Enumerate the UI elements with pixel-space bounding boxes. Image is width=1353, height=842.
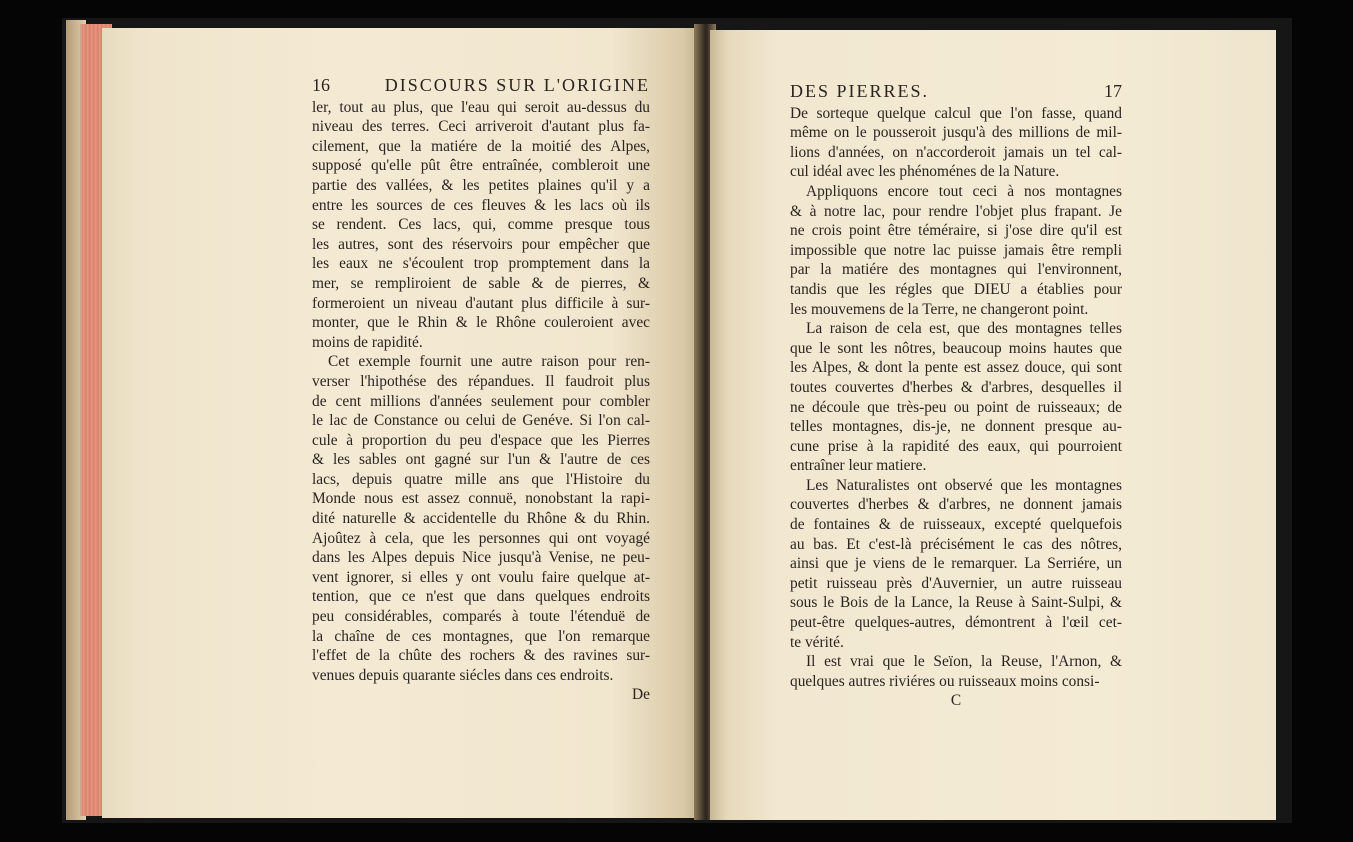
text-line: Il est vrai que le Seïon, la Reuse, l'Arnon, & [806,653,1122,671]
text-line: cune prise à la rapidité des eaux, qui pourroient [790,437,1122,455]
left-lines [312,98,650,686]
text-line: entraîner leur matiere. [790,457,927,475]
text-line: sous le Bois de la Lance, la Reuse à Saint-Sulpi, & [790,594,1122,612]
text-line: Ajoûtez à cela, que les personnes qui ont voyagé [312,529,650,547]
right-head-title: DES PIERRES. [790,81,930,101]
text-line: Cet exemple fournit une autre raison pour ren- [328,353,650,371]
text-line: & à notre lac, pour rendre l'objet plus frapant. Je [790,202,1122,220]
right-text-block [790,82,1122,711]
text-line: entre les sources de ces fleuves & les lacs où ils [312,196,650,214]
left-page [102,28,702,818]
left-page-number: 16 [312,75,330,95]
text-line: Appliquons encore tout ceci à nos montagnes [806,182,1122,200]
text-line: cilement, que la matiére de la moitié des Alpes, [312,137,650,155]
text-line: les Alpes, & dont la pente est assez douce, qui sont [790,359,1122,377]
text-line: supposé qu'elle pût être entraînée, combleroit une [312,157,650,175]
text-line: niveau des terres. Ceci arriveroit d'autant plus fa- [312,118,650,136]
text-line: dité naturelle & accidentelle du Rhône & du Rhin. [312,510,650,528]
text-line: moins de rapidité. [312,333,423,351]
text-line: ainsi que je viens de le remarquer. La Serriére, un [790,555,1122,573]
text-line: par la matiére des montagnes qui l'environnent, [790,261,1122,279]
text-line: vent ignorer, si elles y ont voulu faire quelque at- [312,568,650,586]
text-line: & les sables ont gagné sur l'un & l'autre de ces [312,451,650,469]
text-line: la chaîne de ces montagnes, que l'on remarque [312,627,650,645]
text-line: petit ruisseau près d'Auvernier, un autre ruisseau [790,574,1122,592]
text-line: au bas. Et c'est-là précisément le cas des nôtres, [790,535,1122,553]
text-line: toutes couvertes d'herbes & d'arbres, desquelles il [790,378,1122,396]
text-line: que le sont les nôtres, beaucoup moins hautes que [790,339,1122,357]
text-line: tention, que ce n'est que dans quelques endroits [312,588,650,606]
text-line: formeroient un niveau d'autant plus difficile à sur- [312,294,650,312]
text-line: se rendent. Ces lacs, qui, comme presque tous [312,216,650,234]
text-line: verser l'hipothése des répandues. Il faudroit plus [312,372,650,390]
text-line: impossible que notre lac puisse jamais être rempli [790,241,1122,259]
text-line: te vérité. [790,633,844,651]
right-lines [790,104,1122,692]
text-line: cule à proportion du peu d'espace que les Pierres [312,431,650,449]
text-line: de cent millions d'années seulement pour combler [312,392,650,410]
text-line: de fontaines & de ruisseaux, excepté quelquefois [790,516,1122,534]
text-line: les mouvemens de la Terre, ne changeront point. [790,300,1089,318]
text-line: peut-être quelques-autres, démontrent à l'œil cet- [790,614,1122,632]
text-line: mer, se rempliroient de sable & de pierres, & [312,274,650,292]
right-catchword: C [950,692,962,710]
right-page [710,30,1276,820]
text-line: Les Naturalistes ont observé que les montagnes [806,476,1122,494]
text-line: même on le pousseroit jusqu'à des millions de mil- [790,124,1122,142]
right-page-number: 17 [1104,81,1122,101]
text-line: partie des vallées, & les petites plaines qu'il y a [312,176,650,194]
text-line: le lac de Constance ou celui de Genéve. Si l'on cal- [312,412,650,430]
text-line: quelques autres riviéres ou ruisseaux moins consi- [790,672,1100,690]
text-line: Monde nous est assez connuë, nonobstant la rapi- [312,490,650,508]
text-line: tandis que les régles que DIEU a établies pour [790,280,1122,298]
text-line: couvertes d'herbes & d'arbres, ne donnent jamais [790,496,1122,514]
text-line: les autres, sont des réservoirs pour empêcher que [312,235,650,253]
text-line: monter, que le Rhin & le Rhône couleroient avec [312,314,650,332]
text-line: telles montagnes, dis-je, ne donnent presque au- [790,418,1122,436]
text-line: ler, tout au plus, que l'eau qui seroit au-dessus du [312,98,650,116]
book-spread [62,18,1292,823]
text-line: venues depuis quarante siécles dans ces endroits. [312,666,614,684]
text-line: l'effet de la chûte des rochers & des ravines sur- [312,647,650,665]
text-line: lions d'années, on n'accorderoit jamais un tel cal- [790,143,1122,161]
text-line: peu considérables, comparés à toute l'étenduë de [312,608,650,626]
text-line: La raison de cela est, que des montagnes telles [806,320,1122,338]
text-line: les eaux ne s'écoulent trop promptement dans la [312,255,650,273]
text-line: lacs, depuis quatre mille ans que l'Histoire du [312,470,650,488]
right-running-head [790,82,1122,102]
left-running-head [312,76,650,96]
left-catchword: De [632,686,650,704]
text-line: ne découle que très-peu ou point de ruisseaux; de [790,398,1122,416]
text-line: dans les Alpes depuis Nice jusqu'à Venise, ne peu- [312,549,650,567]
text-line: cul idéal avec les phénoménes de la Nature. [790,163,1060,181]
text-line: De sorteque quelque calcul que l'on fasse, quand [790,104,1122,122]
left-head-title: DISCOURS SUR L'ORIGINE [384,75,650,95]
text-line: ne crois point être téméraire, si j'ose dire qu'il est [790,222,1122,240]
left-text-block [312,76,650,705]
